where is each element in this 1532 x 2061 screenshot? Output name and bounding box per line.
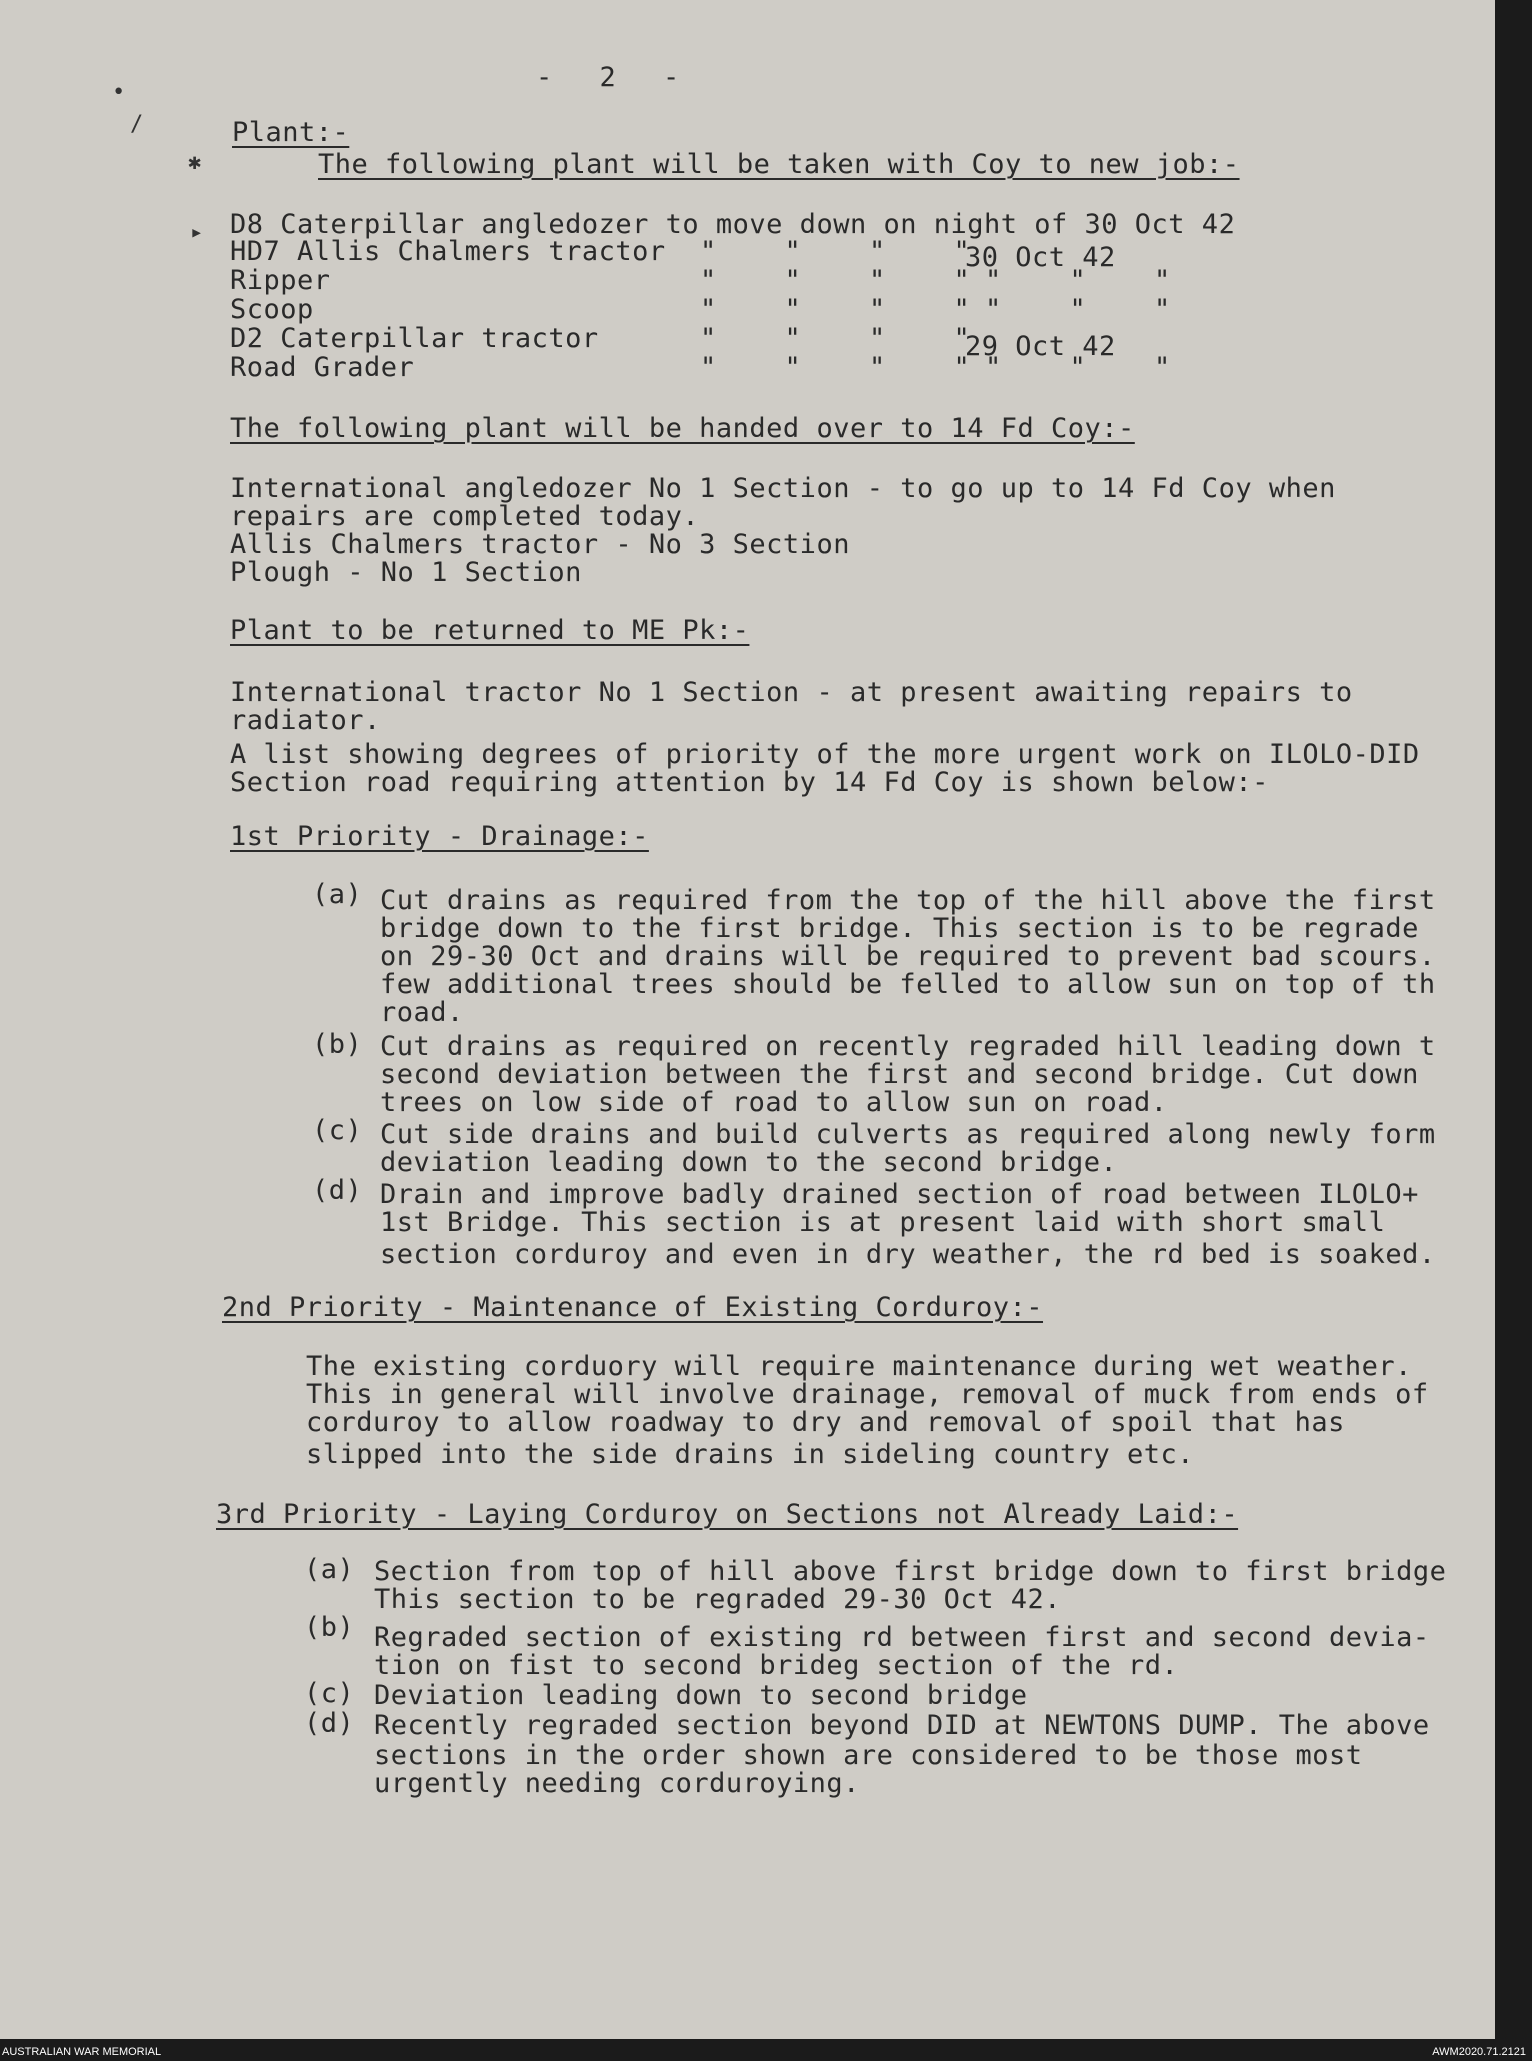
priority-2-line: This in general will involve drainage, removal of muck from ends of (306, 1379, 1429, 1410)
plant-row-item: HD7 Allis Chalmers tractor (230, 236, 666, 267)
plant-row-ditto: " " " " (700, 294, 996, 325)
item-line: Cut side drains and build culverts as required along newly form (380, 1119, 1436, 1150)
item-line: second deviation between the first and second bridge. Cut down (380, 1059, 1419, 1090)
item-label: (b) (304, 1612, 355, 1643)
plant-row-date: " " " (985, 294, 1197, 325)
return-line: International tractor No 1 Section - at present awaiting repairs to (230, 677, 1353, 708)
return-line: Section road requiring attention by 14 Fd Coy is shown below:- (230, 767, 1269, 798)
pen-mark: ▸ (190, 220, 204, 245)
footer-accession-number: AWM2020.71.2121 (1432, 2046, 1526, 2058)
item-line: Recently regraded section beyond DID at NEWTONS DUMP. The above (374, 1710, 1430, 1741)
item-line: Cut drains as required from the top of the hill above the first (380, 885, 1436, 916)
item-label: (b) (312, 1029, 363, 1060)
item-line: sections in the order shown are considered to be those most (374, 1740, 1363, 1771)
handover-line: International angledozer No 1 Section - to go up to 14 Fd Coy when (230, 473, 1336, 504)
item-label: (d) (304, 1708, 355, 1739)
item-label: (c) (312, 1115, 363, 1146)
item-label: (c) (304, 1678, 355, 1709)
item-label: (a) (304, 1554, 355, 1585)
plant-row-ditto: " " " " (700, 236, 996, 267)
item-line: Cut drains as required on recently regraded hill leading down t (380, 1031, 1436, 1062)
plant-row-ditto: " " " " (700, 265, 996, 296)
plant-row-ditto: " " " " (700, 323, 996, 354)
priority-2-line: slipped into the side drains in sideling country etc. (306, 1439, 1195, 1470)
page-number: - 2 - (536, 62, 680, 93)
plant-intro: The following plant will be taken with Coy to new job:- (318, 149, 1240, 180)
plant-row-date: 30 Oct 42 (965, 242, 1116, 273)
return-line: A list showing degrees of priority of the more urgent work on ILOLO-DID (230, 739, 1420, 770)
item-line: Drain and improve badly drained section of road between ILOLO+ (380, 1179, 1419, 1210)
priority-3-heading: 3rd Priority - Laying Corduroy on Sections not Already Laid:- (216, 1499, 1239, 1530)
return-heading: Plant to be returned to ME Pk:- (230, 615, 750, 646)
handover-line: repairs are completed today. (230, 501, 700, 532)
priority-1-heading: 1st Priority - Drainage:- (230, 821, 649, 852)
item-line: on 29-30 Oct and drains will be required to prevent bad scours. (380, 941, 1436, 972)
pen-mark: ✱ (188, 150, 202, 175)
plant-row-date: 29 Oct 42 (965, 331, 1116, 362)
plant-row-date: " " " (985, 352, 1197, 383)
handover-line: Plough - No 1 Section (230, 557, 582, 588)
item-line: bridge down to the first bridge. This section is to be regrade (380, 913, 1419, 944)
handover-heading: The following plant will be handed over to 14 Fd Coy:- (230, 413, 1135, 444)
plant-row-item: Scoop (230, 294, 314, 325)
plant-row-item: D8 Caterpillar angledozer to move down on night of 30 Oct 42 (230, 209, 1236, 240)
priority-2-line: The existing corduory will require maintenance during wet weather. (306, 1351, 1412, 1382)
item-label: (d) (312, 1175, 363, 1206)
item-line: Regraded section of existing rd between first and second devia- (374, 1622, 1430, 1653)
plant-row-item: Road Grader (230, 352, 415, 383)
plant-row-item: D2 Caterpillar tractor (230, 323, 599, 354)
item-line: deviation leading down to the second bridge. (380, 1147, 1118, 1178)
item-line: urgently needing corduroying. (374, 1768, 860, 1799)
pen-mark: / (130, 112, 144, 137)
item-line: Section from top of hill above first bridge down to first bridge (374, 1556, 1447, 1587)
item-line: This section to be regraded 29-30 Oct 42. (374, 1584, 1061, 1615)
item-line: section corduroy and even in dry weather, the rd bed is soaked. (380, 1239, 1436, 1270)
item-label: (a) (312, 879, 363, 910)
item-line: few additional trees should be felled to allow sun on top of th (380, 969, 1436, 1000)
plant-row-item: Ripper (230, 265, 331, 296)
item-line: tion on fist to second brideg section of the rd. (374, 1650, 1179, 1681)
item-line: trees on low side of road to allow sun on road. (380, 1087, 1168, 1118)
plant-row-ditto: " " " " (700, 352, 996, 383)
plant-heading: Plant:- (232, 117, 350, 148)
handover-line: Allis Chalmers tractor - No 3 Section (230, 529, 850, 560)
priority-2-heading: 2nd Priority - Maintenance of Existing Corduroy:- (222, 1292, 1044, 1323)
priority-2-line: corduroy to allow roadway to dry and removal of spoil that has (306, 1407, 1345, 1438)
footer-archive-name: AUSTRALIAN WAR MEMORIAL (2, 2046, 162, 2058)
item-line: Deviation leading down to second bridge (374, 1680, 1028, 1711)
item-line: 1st Bridge. This section is at present laid with short small (380, 1207, 1386, 1238)
item-line: road. (380, 997, 464, 1028)
pen-mark: • (112, 80, 126, 105)
plant-row-date: " " " (985, 265, 1197, 296)
return-line: radiator. (230, 705, 381, 736)
